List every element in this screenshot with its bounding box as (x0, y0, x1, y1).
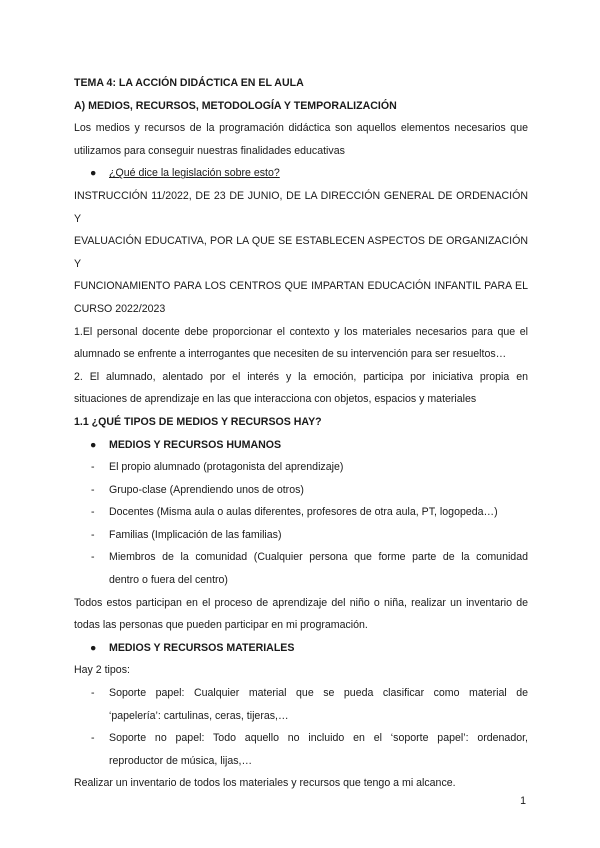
list-item-text: Docentes (Misma aula o aulas diferentes, profesores de otra aula, PT, logopeda…) (109, 506, 498, 519)
list-item (74, 524, 528, 547)
document-page (74, 72, 528, 795)
list-item-continuation: reproductor de música, lijas,… (109, 754, 253, 767)
page-number: 1 (520, 795, 526, 807)
dash-marker: - (91, 732, 95, 745)
material-resources-bullet (74, 637, 528, 660)
section-1-1-heading: 1.1 ¿QUÉ TIPOS DE MEDIOS Y RECURSOS HAY? (74, 415, 322, 428)
list-item-text: Soporte papel: Cualquier material que se pueda clasificar como material de (109, 687, 528, 700)
intro-line-2: utilizamos para conseguir nuestras finalidades educativas (74, 144, 345, 157)
dash-marker: - (91, 461, 95, 474)
list-item (74, 479, 528, 502)
instruccion-line-1: INSTRUCCIÓN 11/2022, DE 23 DE JUNIO, DE LA DIRECCIÓN GENERAL DE ORDENACIÓN Y (74, 189, 528, 225)
material-resources-heading: MEDIOS Y RECURSOS MATERIALES (109, 641, 295, 654)
human-summary-line-1: Todos estos participan en el proceso de aprendizaje del niño o niña, realizar un inventario de (74, 596, 528, 609)
dash-marker: - (91, 687, 95, 700)
bullet-icon: ● (90, 641, 97, 654)
point-2-line-2: situaciones de aprendizaje en las que interacciona con objetos, espacios y materiales (74, 393, 477, 406)
list-item (74, 682, 528, 705)
list-item-text: Miembros de la comunidad (Cualquier persona que forme parte de la comunidad (109, 551, 528, 564)
human-resources-heading: MEDIOS Y RECURSOS HUMANOS (109, 438, 282, 451)
bullet-icon: ● (90, 167, 97, 180)
dash-marker: - (91, 528, 95, 541)
instruccion-line-2: EVALUACIÓN EDUCATIVA, POR LA QUE SE ESTABLECEN ASPECTOS DE ORGANIZACIÓN Y (74, 235, 528, 270)
list-item-continuation: dentro o fuera del centro) (109, 574, 228, 587)
instruccion-line-4: CURSO 2022/2023 (74, 302, 166, 315)
list-item-text: Soporte no papel: Todo aquello no incluido en el ‘soporte papel’: ordenador, (109, 732, 528, 745)
types-intro: Hay 2 tipos: (74, 664, 130, 677)
intro-line-1: Los medios y recursos de la programación didáctica son aquellos elementos necesarios que (74, 122, 528, 135)
question-text: ¿Qué dice la legislación sobre esto? (109, 167, 280, 180)
human-summary-line-2: todas las personas que pueden participar en mi programación. (74, 619, 368, 632)
page-title: TEMA 4: LA ACCIÓN DIDÁCTICA EN EL AULA (74, 77, 304, 89)
list-item (74, 456, 528, 479)
point-1-line-1: 1.El personal docente debe proporcionar el contexto y los materiales necesarios para que el (74, 325, 528, 338)
list-item (74, 727, 528, 750)
dash-marker: - (91, 506, 95, 519)
list-item-continuation: ‘papelería’: cartulinas, ceras, tijeras,… (109, 709, 289, 722)
question-bullet (74, 162, 528, 185)
point-2-line-1: 2. El alumnado, alentado por el interés y la emoción, participa por iniciativa propia en (74, 370, 528, 383)
point-1-line-2: alumnado se enfrente a interrogantes que necesiten de su intervención para ser resueltos… (74, 348, 507, 361)
instruccion-line-3: FUNCIONAMIENTO PARA LOS CENTROS QUE IMPARTAN EDUCACIÓN INFANTIL PARA EL (74, 280, 528, 293)
closing-text: Realizar un inventario de todos los materiales y recursos que tengo a mi alcance. (74, 777, 456, 790)
human-resources-bullet (74, 434, 528, 457)
section-a-heading: A) MEDIOS, RECURSOS, METODOLOGÍA Y TEMPORALIZACIÓN (74, 99, 397, 112)
dash-marker: - (91, 551, 95, 564)
list-item-text: Grupo-clase (Aprendiendo unos de otros) (109, 483, 304, 496)
list-item-text: Familias (Implicación de las familias) (109, 528, 282, 541)
list-item (74, 546, 528, 569)
bullet-icon: ● (90, 438, 97, 451)
list-item (74, 501, 528, 524)
dash-marker: - (91, 483, 95, 496)
list-item-text: El propio alumnado (protagonista del aprendizaje) (109, 461, 344, 474)
